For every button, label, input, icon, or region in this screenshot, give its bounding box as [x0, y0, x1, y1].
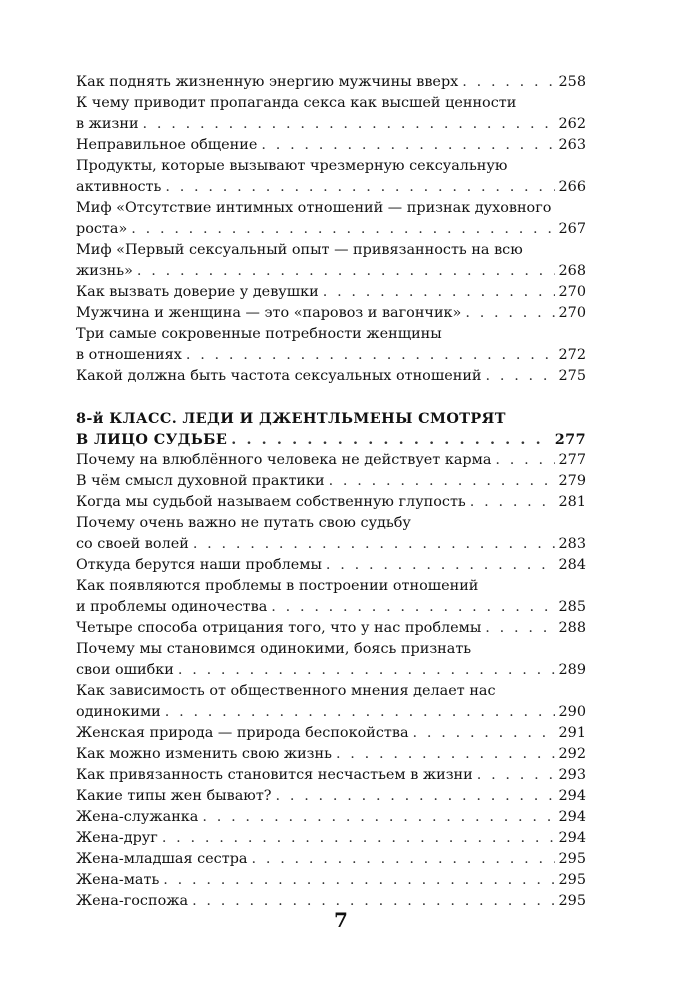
dot-leader	[465, 303, 554, 324]
section-title-line2: В ЛИЦО СУДЬБЕ	[76, 431, 228, 448]
toc-entry-title: Как привязанность становится несчастьем в жизни	[76, 767, 473, 783]
toc-entry-page-number: 291	[558, 725, 586, 741]
toc-entry	[76, 198, 586, 240]
toc-entry-title: Жена-мать	[76, 872, 160, 888]
toc-entry-last-line	[76, 702, 586, 723]
section-title-last-line	[76, 429, 586, 450]
toc-entry-page-number: 272	[558, 347, 586, 363]
toc-entry-last-line	[76, 807, 586, 828]
toc-entry	[76, 576, 586, 618]
toc-entry-last-line	[76, 450, 586, 471]
toc-entry-page-number: 294	[558, 809, 586, 825]
toc-entry	[76, 786, 586, 807]
toc-entry-page-number: 290	[558, 704, 586, 720]
toc-entry	[76, 870, 586, 891]
dot-leader	[485, 618, 554, 639]
toc-entry-last-line	[76, 366, 586, 387]
toc-entry-title-line: Почему мы становимся одинокими, боясь признать	[76, 641, 472, 657]
toc-entry-title: Неправильное общение	[76, 137, 258, 153]
dot-leader	[477, 765, 555, 786]
toc-entry-page-number: 284	[558, 557, 586, 573]
toc-entry-page-number: 266	[558, 179, 586, 195]
dot-leader	[271, 597, 554, 618]
toc-entry	[76, 240, 586, 282]
toc-entry-last-line	[76, 555, 586, 576]
toc-entry-page-number: 289	[558, 662, 586, 678]
toc-entry-last-line	[76, 471, 586, 492]
toc-entry-last-line	[76, 114, 586, 135]
toc-entry-title-line: Миф «Первый сексуальный опыт — привязанность на всю	[76, 242, 523, 258]
toc-entry-title: Когда мы судьбой называем собственную глупость	[76, 494, 466, 510]
toc-entry	[76, 471, 586, 492]
toc-entry-title: В чём смысл духовной практики	[76, 473, 325, 489]
toc-entry-page-number: 295	[558, 851, 586, 867]
toc-entry	[76, 744, 586, 765]
toc-entry-title: жизнь»	[76, 263, 133, 279]
dot-leader	[413, 723, 555, 744]
toc-entry	[76, 807, 586, 828]
toc-entry-last-line	[76, 492, 586, 513]
toc-entry-page-number: 268	[558, 263, 586, 279]
toc-entry-last-line	[76, 828, 586, 849]
toc-entry-title: Откуда берутся наши проблемы	[76, 557, 322, 573]
toc-entry-title: Как можно изменить свою жизнь	[76, 746, 332, 762]
dot-leader	[186, 345, 555, 366]
toc-entry-page-number: 270	[558, 284, 586, 300]
dot-leader	[162, 828, 555, 849]
toc-entry-page-number: 295	[558, 893, 586, 909]
toc-entry-last-line	[76, 135, 586, 156]
dot-leader	[202, 807, 554, 828]
toc-entry-page-number: 294	[558, 788, 586, 804]
toc-entry	[76, 723, 586, 744]
toc-entry-title: Жена-младшая сестра	[76, 851, 248, 867]
toc-entry-last-line	[76, 618, 586, 639]
toc-entry-title: Жена-друг	[76, 830, 158, 846]
toc-entry-page-number: 285	[558, 599, 586, 615]
toc-entry-last-line	[76, 786, 586, 807]
dot-leader	[252, 849, 555, 870]
toc-entry	[76, 135, 586, 156]
toc-entry-page-number: 267	[558, 221, 586, 237]
toc-entry	[76, 156, 586, 198]
dot-leader	[165, 177, 554, 198]
toc-entry-last-line	[76, 660, 586, 681]
toc-entry-page-number: 295	[558, 872, 586, 888]
toc-entry	[76, 765, 586, 786]
toc-entry-title-line: Как зависимость от общественного мнения делает нас	[76, 683, 496, 699]
dot-leader	[336, 744, 555, 765]
toc-entry-page-number: 258	[558, 74, 586, 90]
dot-leader	[323, 282, 555, 303]
toc-entry-last-line	[76, 303, 586, 324]
section-title-line1: 8-й КЛАСС. ЛЕДИ И ДЖЕНТЛЬМЕНЫ СМОТРЯТ	[76, 410, 506, 427]
toc-entry	[76, 513, 586, 555]
toc-entry	[76, 618, 586, 639]
dot-leader	[329, 471, 555, 492]
toc-entry-last-line	[76, 72, 586, 93]
toc-entry-title-line: Три самые сокровенные потребности женщины	[76, 326, 442, 342]
toc-entry-title: Какие типы жен бывают?	[76, 788, 272, 804]
dot-leader	[326, 555, 555, 576]
toc-entry	[76, 639, 586, 681]
toc-entry	[76, 93, 586, 135]
toc-entry	[76, 282, 586, 303]
toc-entry	[76, 450, 586, 471]
toc-entry-last-line	[76, 261, 586, 282]
toc-entry-title: Как поднять жизненную энергию мужчины вверх	[76, 74, 459, 90]
toc-entry-title: Жена-госпожа	[76, 893, 189, 909]
dot-leader	[261, 135, 554, 156]
dot-leader	[137, 261, 555, 282]
toc-entry-page-number: 293	[558, 767, 586, 783]
dot-leader	[165, 702, 555, 723]
dot-leader	[276, 786, 555, 807]
toc-entry	[76, 555, 586, 576]
toc-entry-title: Мужчина и женщина — это «паровоз и вагончик»	[76, 305, 462, 321]
toc-entry-last-line	[76, 765, 586, 786]
toc-entry	[76, 849, 586, 870]
toc-entry-page-number: 292	[558, 746, 586, 762]
table-of-contents	[76, 72, 586, 912]
toc-entry-title: свои ошибки	[76, 662, 174, 678]
toc-entry-page-number: 294	[558, 830, 586, 846]
toc-entry-last-line	[76, 597, 586, 618]
dot-leader	[131, 219, 554, 240]
page-number: 7	[334, 908, 348, 932]
toc-entry-title: Жена-служанка	[76, 809, 199, 825]
toc-entry-last-line	[76, 870, 586, 891]
toc-entry-title-line: К чему приводит пропаганда секса как высшей ценности	[76, 95, 517, 111]
dot-leader	[231, 429, 551, 450]
toc-entry-title: Женская природа — природа беспокойства	[76, 725, 409, 741]
dot-leader	[178, 660, 555, 681]
toc-entry-page-number: 288	[558, 620, 586, 636]
toc-entry-title: активность	[76, 179, 162, 195]
dot-leader	[143, 114, 555, 135]
toc-entry	[76, 828, 586, 849]
toc-entry-page-number: 270	[558, 305, 586, 321]
toc-entry-page-number: 275	[558, 368, 586, 384]
dot-leader	[495, 450, 554, 471]
toc-entry	[76, 366, 586, 387]
toc-entry-title: роста»	[76, 221, 128, 237]
toc-entry-page-number: 281	[558, 494, 586, 510]
toc-entry-title: Четыре способа отрицания того, что у нас проблемы	[76, 620, 482, 636]
toc-entry-last-line	[76, 723, 586, 744]
toc-entry-page-number: 279	[558, 473, 586, 489]
toc-entry-title: одинокими	[76, 704, 161, 720]
toc-entry-title: и проблемы одиночества	[76, 599, 268, 615]
toc-entry-last-line	[76, 849, 586, 870]
toc-entry-title: Какой должна быть частота сексуальных отношений	[76, 368, 482, 384]
toc-entry	[76, 681, 586, 723]
dot-leader	[163, 870, 554, 891]
toc-group-2	[76, 450, 586, 912]
toc-entry-title-line: Продукты, которые вызывают чрезмерную сексуальную	[76, 158, 508, 174]
toc-entry-title-line: Миф «Отсутствие интимных отношений — признак духовного	[76, 200, 552, 216]
toc-entry-title: в жизни	[76, 116, 139, 132]
toc-entry-page-number: 283	[558, 536, 586, 552]
dot-leader	[462, 72, 554, 93]
dot-leader	[470, 492, 555, 513]
toc-entry-page-number: 263	[558, 137, 586, 153]
toc-entry-last-line	[76, 282, 586, 303]
toc-entry-title-line: Почему очень важно не путать свою судьбу	[76, 515, 411, 531]
toc-entry	[76, 303, 586, 324]
toc-entry-page-number: 277	[558, 452, 586, 468]
toc-entry-last-line	[76, 177, 586, 198]
toc-entry-title-line: Как появляются проблемы в построении отношений	[76, 578, 479, 594]
dot-leader	[486, 366, 555, 387]
toc-entry-title: со своей волей	[76, 536, 189, 552]
toc-entry	[76, 72, 586, 93]
toc-entry-title: Как вызвать доверие у девушки	[76, 284, 319, 300]
section-page-number: 277	[554, 431, 586, 448]
dot-leader	[193, 534, 555, 555]
toc-entry-last-line	[76, 744, 586, 765]
toc-entry-title: в отношениях	[76, 347, 182, 363]
toc-entry	[76, 492, 586, 513]
toc-entry-page-number: 262	[558, 116, 586, 132]
toc-entry-last-line	[76, 219, 586, 240]
toc-group-1	[76, 72, 586, 387]
toc-entry-title: Почему на влюблённого человека не действует карма	[76, 452, 492, 468]
section-heading	[76, 408, 586, 450]
toc-entry	[76, 324, 586, 366]
section-gap	[76, 387, 586, 408]
toc-entry-last-line	[76, 534, 586, 555]
toc-entry-last-line	[76, 345, 586, 366]
